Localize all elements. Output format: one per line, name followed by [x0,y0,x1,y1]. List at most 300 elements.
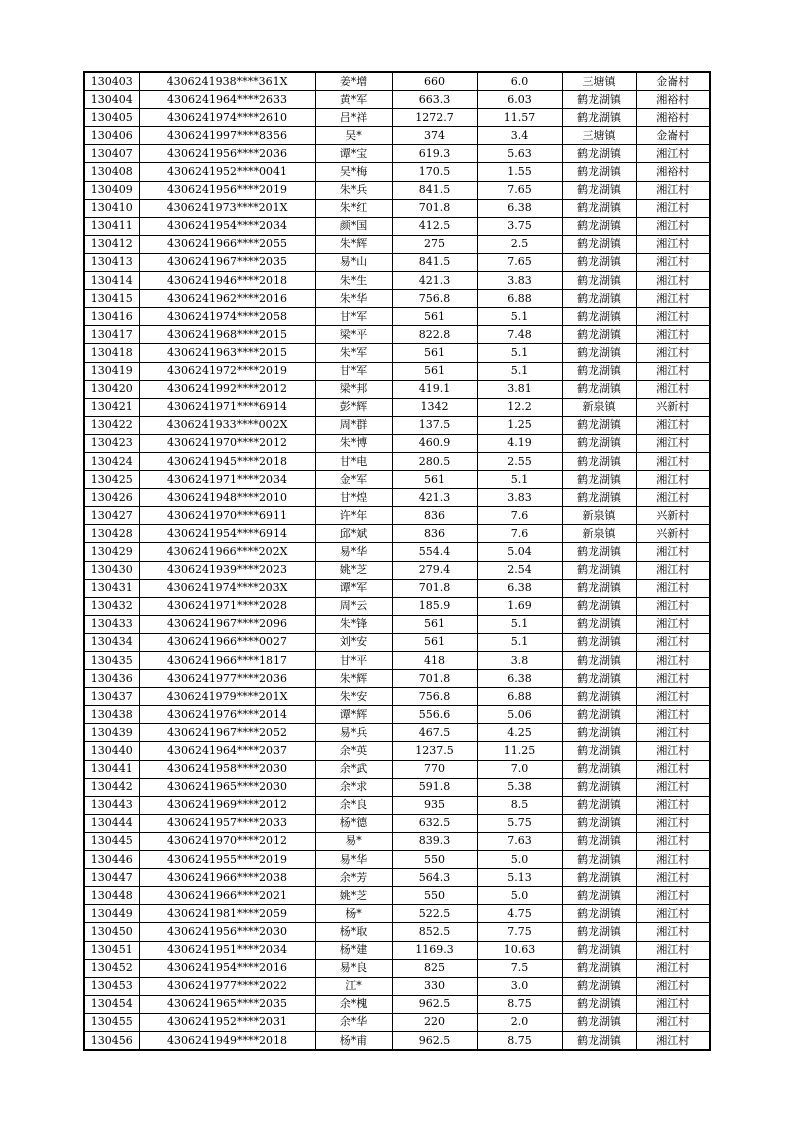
name-cell: 甘*平 [315,652,392,670]
id-number-cell: 4306241958****2030 [139,760,315,778]
name-cell: 易*兵 [315,724,392,742]
village-cell: 湘江村 [636,778,710,796]
name-cell: 周*云 [315,597,392,615]
amount-cell: 591.8 [392,778,477,796]
town-cell: 鹤龙湖镇 [562,760,636,778]
village-cell: 湘江村 [636,923,710,941]
name-cell: 余*芳 [315,869,392,887]
name-cell: 邱*斌 [315,525,392,543]
name-cell: 杨*德 [315,814,392,832]
name-cell: 谭*宝 [315,145,392,163]
town-cell: 鹤龙湖镇 [562,543,636,561]
record-number-cell: 130453 [84,977,139,995]
town-cell: 鹤龙湖镇 [562,959,636,977]
value-cell: 11.25 [477,742,562,760]
amount-cell: 1272.7 [392,109,477,127]
id-number-cell: 4306241952****0041 [139,163,315,181]
value-cell: 4.25 [477,724,562,742]
value-cell: 2.0 [477,1013,562,1031]
value-cell: 11.57 [477,109,562,127]
amount-cell: 561 [392,362,477,380]
id-number-cell: 4306241968****2015 [139,326,315,344]
amount-cell: 467.5 [392,724,477,742]
town-cell: 鹤龙湖镇 [562,109,636,127]
amount-cell: 275 [392,235,477,253]
table-row [84,308,710,326]
village-cell: 兴新村 [636,525,710,543]
table-row [84,923,710,941]
village-cell: 湘江村 [636,272,710,290]
table-row [84,688,710,706]
id-number-cell: 4306241949****2018 [139,1031,315,1050]
name-cell: 甘*电 [315,452,392,470]
village-cell: 湘江村 [636,742,710,760]
amount-cell: 280.5 [392,452,477,470]
amount-cell: 935 [392,796,477,814]
town-cell: 鹤龙湖镇 [562,489,636,507]
table-row [84,362,710,380]
id-number-cell: 4306241974****2058 [139,308,315,326]
town-cell: 鹤龙湖镇 [562,941,636,959]
town-cell: 鹤龙湖镇 [562,452,636,470]
town-cell: 鹤龙湖镇 [562,253,636,271]
record-number-cell: 130405 [84,109,139,127]
table-row [84,398,710,416]
amount-cell: 137.5 [392,416,477,434]
town-cell: 三塘镇 [562,127,636,145]
village-cell: 湘江村 [636,615,710,633]
village-cell: 湘江村 [636,217,710,235]
village-cell: 湘江村 [636,253,710,271]
town-cell: 鹤龙湖镇 [562,1031,636,1050]
town-cell: 鹤龙湖镇 [562,923,636,941]
record-number-cell: 130446 [84,851,139,869]
value-cell: 8.75 [477,995,562,1013]
amount-cell: 1237.5 [392,742,477,760]
amount-cell: 836 [392,507,477,525]
id-number-cell: 4306241971****2034 [139,471,315,489]
table-row [84,326,710,344]
value-cell: 5.13 [477,869,562,887]
village-cell: 湘裕村 [636,91,710,109]
record-number-cell: 130438 [84,706,139,724]
village-cell: 湘江村 [636,688,710,706]
village-cell: 湘江村 [636,652,710,670]
town-cell: 鹤龙湖镇 [562,615,636,633]
village-cell: 湘江村 [636,471,710,489]
amount-cell: 550 [392,887,477,905]
village-cell: 湘江村 [636,905,710,923]
name-cell: 吕*祥 [315,109,392,127]
amount-cell: 421.3 [392,489,477,507]
id-number-cell: 4306241974****2610 [139,109,315,127]
record-number-cell: 130418 [84,344,139,362]
record-number-cell: 130430 [84,561,139,579]
table-row [84,199,710,217]
village-cell: 湘江村 [636,597,710,615]
town-cell: 鹤龙湖镇 [562,742,636,760]
record-number-cell: 130447 [84,869,139,887]
table-row [84,941,710,959]
id-number-cell: 4306241965****2030 [139,778,315,796]
table-row [84,109,710,127]
village-cell: 湘江村 [636,344,710,362]
amount-cell: 418 [392,652,477,670]
record-number-cell: 130407 [84,145,139,163]
village-cell: 湘江村 [636,995,710,1013]
town-cell: 鹤龙湖镇 [562,163,636,181]
id-number-cell: 4306241981****2059 [139,905,315,923]
value-cell: 5.1 [477,344,562,362]
table-row [84,290,710,308]
name-cell: 甘*军 [315,362,392,380]
name-cell: 姚*芝 [315,887,392,905]
id-number-cell: 4306241956****2030 [139,923,315,941]
table-row [84,796,710,814]
id-number-cell: 4306241962****2016 [139,290,315,308]
record-number-cell: 130431 [84,579,139,597]
name-cell: 吴* [315,127,392,145]
id-number-cell: 4306241946****2018 [139,272,315,290]
amount-cell: 756.8 [392,290,477,308]
amount-cell: 836 [392,525,477,543]
amount-cell: 701.8 [392,670,477,688]
amount-cell: 660 [392,72,477,91]
table-row [84,561,710,579]
name-cell: 彭*辉 [315,398,392,416]
value-cell: 4.19 [477,434,562,452]
table-row [84,851,710,869]
id-number-cell: 4306241964****2037 [139,742,315,760]
id-number-cell: 4306241970****2012 [139,434,315,452]
value-cell: 12.2 [477,398,562,416]
town-cell: 鹤龙湖镇 [562,1013,636,1031]
record-number-cell: 130428 [84,525,139,543]
value-cell: 10.63 [477,941,562,959]
name-cell: 江* [315,977,392,995]
value-cell: 7.65 [477,253,562,271]
town-cell: 鹤龙湖镇 [562,434,636,452]
table-row [84,670,710,688]
amount-cell: 822.8 [392,326,477,344]
id-number-cell: 4306241954****2016 [139,959,315,977]
name-cell: 朱*博 [315,434,392,452]
id-number-cell: 4306241966****2055 [139,235,315,253]
record-number-cell: 130442 [84,778,139,796]
record-number-cell: 130427 [84,507,139,525]
name-cell: 朱*兵 [315,181,392,199]
table-row [84,905,710,923]
amount-cell: 962.5 [392,1031,477,1050]
value-cell: 1.25 [477,416,562,434]
value-cell: 5.63 [477,145,562,163]
village-cell: 湘江村 [636,977,710,995]
town-cell: 新泉镇 [562,507,636,525]
value-cell: 3.4 [477,127,562,145]
name-cell: 杨*取 [315,923,392,941]
town-cell: 鹤龙湖镇 [562,977,636,995]
value-cell: 5.1 [477,308,562,326]
record-number-cell: 130445 [84,832,139,850]
amount-cell: 412.5 [392,217,477,235]
record-number-cell: 130417 [84,326,139,344]
value-cell: 1.55 [477,163,562,181]
town-cell: 鹤龙湖镇 [562,633,636,651]
value-cell: 8.75 [477,1031,562,1050]
town-cell: 鹤龙湖镇 [562,869,636,887]
amount-cell: 421.3 [392,272,477,290]
id-number-cell: 4306241954****2034 [139,217,315,235]
value-cell: 5.38 [477,778,562,796]
record-number-cell: 130433 [84,615,139,633]
table-row [84,127,710,145]
id-number-cell: 4306241972****2019 [139,362,315,380]
name-cell: 易* [315,832,392,850]
id-number-cell: 4306241945****2018 [139,452,315,470]
name-cell: 甘*军 [315,308,392,326]
amount-cell: 220 [392,1013,477,1031]
town-cell: 鹤龙湖镇 [562,380,636,398]
town-cell: 鹤龙湖镇 [562,778,636,796]
village-cell: 兴新村 [636,507,710,525]
table-row [84,778,710,796]
record-number-cell: 130421 [84,398,139,416]
record-number-cell: 130429 [84,543,139,561]
town-cell: 鹤龙湖镇 [562,181,636,199]
record-number-cell: 130422 [84,416,139,434]
amount-cell: 556.6 [392,706,477,724]
value-cell: 5.1 [477,471,562,489]
value-cell: 3.83 [477,489,562,507]
name-cell: 朱*辉 [315,235,392,253]
amount-cell: 619.3 [392,145,477,163]
value-cell: 5.0 [477,851,562,869]
value-cell: 6.38 [477,579,562,597]
record-number-cell: 130449 [84,905,139,923]
table-row [84,253,710,271]
table-row [84,416,710,434]
town-cell: 鹤龙湖镇 [562,471,636,489]
village-cell: 湘裕村 [636,163,710,181]
village-cell: 湘江村 [636,814,710,832]
record-number-cell: 130432 [84,597,139,615]
id-number-cell: 4306241939****2023 [139,561,315,579]
record-number-cell: 130423 [84,434,139,452]
name-cell: 余*武 [315,760,392,778]
village-cell: 湘江村 [636,489,710,507]
record-number-cell: 130443 [84,796,139,814]
town-cell: 鹤龙湖镇 [562,561,636,579]
table-row [84,597,710,615]
village-cell: 湘江村 [636,851,710,869]
record-number-cell: 130455 [84,1013,139,1031]
village-cell: 湘江村 [636,1013,710,1031]
record-number-cell: 130412 [84,235,139,253]
table-row [84,633,710,651]
id-number-cell: 4306241966****202X [139,543,315,561]
id-number-cell: 4306241956****2019 [139,181,315,199]
village-cell: 湘江村 [636,796,710,814]
value-cell: 6.0 [477,72,562,91]
town-cell: 鹤龙湖镇 [562,905,636,923]
village-cell: 金崙村 [636,127,710,145]
value-cell: 2.5 [477,235,562,253]
record-number-cell: 130414 [84,272,139,290]
record-number-cell: 130425 [84,471,139,489]
table-row [84,706,710,724]
town-cell: 鹤龙湖镇 [562,199,636,217]
village-cell: 湘江村 [636,199,710,217]
id-number-cell: 4306241971****2028 [139,597,315,615]
village-cell: 金崙村 [636,72,710,91]
id-number-cell: 4306241952****2031 [139,1013,315,1031]
amount-cell: 561 [392,615,477,633]
amount-cell: 550 [392,851,477,869]
record-number-cell: 130439 [84,724,139,742]
amount-cell: 561 [392,308,477,326]
value-cell: 5.0 [477,887,562,905]
amount-cell: 825 [392,959,477,977]
value-cell: 6.88 [477,688,562,706]
town-cell: 鹤龙湖镇 [562,145,636,163]
name-cell: 朱*安 [315,688,392,706]
town-cell: 鹤龙湖镇 [562,91,636,109]
record-number-cell: 130454 [84,995,139,1013]
name-cell: 朱*锋 [315,615,392,633]
id-number-cell: 4306241977****2022 [139,977,315,995]
id-number-cell: 4306241955****2019 [139,851,315,869]
id-number-cell: 4306241966****1817 [139,652,315,670]
record-number-cell: 130416 [84,308,139,326]
table-body [84,72,710,1050]
table-row [84,452,710,470]
value-cell: 3.83 [477,272,562,290]
amount-cell: 1169.3 [392,941,477,959]
value-cell: 3.81 [477,380,562,398]
record-number-cell: 130404 [84,91,139,109]
town-cell: 鹤龙湖镇 [562,326,636,344]
village-cell: 湘江村 [636,579,710,597]
town-cell: 三塘镇 [562,72,636,91]
name-cell: 姜*增 [315,72,392,91]
town-cell: 鹤龙湖镇 [562,579,636,597]
record-number-cell: 130426 [84,489,139,507]
amount-cell: 561 [392,471,477,489]
record-number-cell: 130441 [84,760,139,778]
name-cell: 吴*梅 [315,163,392,181]
value-cell: 6.03 [477,91,562,109]
value-cell: 1.69 [477,597,562,615]
village-cell: 湘江村 [636,308,710,326]
village-cell: 湘江村 [636,760,710,778]
table-row [84,760,710,778]
record-number-cell: 130419 [84,362,139,380]
record-number-cell: 130420 [84,380,139,398]
id-number-cell: 4306241976****2014 [139,706,315,724]
value-cell: 5.75 [477,814,562,832]
town-cell: 鹤龙湖镇 [562,272,636,290]
name-cell: 余*槐 [315,995,392,1013]
name-cell: 余*良 [315,796,392,814]
record-number-cell: 130411 [84,217,139,235]
id-number-cell: 4306241956****2036 [139,145,315,163]
table-row [84,217,710,235]
village-cell: 湘江村 [636,235,710,253]
value-cell: 5.04 [477,543,562,561]
amount-cell: 522.5 [392,905,477,923]
id-number-cell: 4306241965****2035 [139,995,315,1013]
village-cell: 兴新村 [636,398,710,416]
name-cell: 谭*军 [315,579,392,597]
id-number-cell: 4306241933****002X [139,416,315,434]
town-cell: 鹤龙湖镇 [562,688,636,706]
table-row [84,959,710,977]
village-cell: 湘江村 [636,706,710,724]
amount-cell: 185.9 [392,597,477,615]
record-number-cell: 130436 [84,670,139,688]
village-cell: 湘江村 [636,1031,710,1050]
amount-cell: 770 [392,760,477,778]
amount-cell: 701.8 [392,199,477,217]
table-row [84,235,710,253]
record-number-cell: 130403 [84,72,139,91]
value-cell: 3.0 [477,977,562,995]
name-cell: 梁*平 [315,326,392,344]
name-cell: 黄*军 [315,91,392,109]
id-number-cell: 4306241948****2010 [139,489,315,507]
name-cell: 余*求 [315,778,392,796]
name-cell: 余*英 [315,742,392,760]
amount-cell: 632.5 [392,814,477,832]
table-row [84,344,710,362]
name-cell: 易*良 [315,959,392,977]
record-number-cell: 130450 [84,923,139,941]
id-number-cell: 4306241969****2012 [139,796,315,814]
record-number-cell: 130406 [84,127,139,145]
record-number-cell: 130444 [84,814,139,832]
id-number-cell: 4306241957****2033 [139,814,315,832]
data-table [83,71,711,1051]
value-cell: 8.5 [477,796,562,814]
table-row [84,543,710,561]
table-row [84,91,710,109]
name-cell: 朱*华 [315,290,392,308]
town-cell: 鹤龙湖镇 [562,344,636,362]
id-number-cell: 4306241967****2035 [139,253,315,271]
table-row [84,525,710,543]
id-number-cell: 4306241963****2015 [139,344,315,362]
village-cell: 湘江村 [636,434,710,452]
amount-cell: 701.8 [392,579,477,597]
town-cell: 鹤龙湖镇 [562,670,636,688]
record-number-cell: 130410 [84,199,139,217]
value-cell: 5.1 [477,362,562,380]
town-cell: 鹤龙湖镇 [562,308,636,326]
id-number-cell: 4306241967****2052 [139,724,315,742]
amount-cell: 170.5 [392,163,477,181]
table-row [84,1013,710,1031]
table-row [84,72,710,91]
table-row [84,652,710,670]
name-cell: 颜*国 [315,217,392,235]
id-number-cell: 4306241974****203X [139,579,315,597]
town-cell: 鹤龙湖镇 [562,416,636,434]
value-cell: 3.8 [477,652,562,670]
record-number-cell: 130456 [84,1031,139,1050]
name-cell: 余*华 [315,1013,392,1031]
name-cell: 刘*安 [315,633,392,651]
amount-cell: 561 [392,344,477,362]
